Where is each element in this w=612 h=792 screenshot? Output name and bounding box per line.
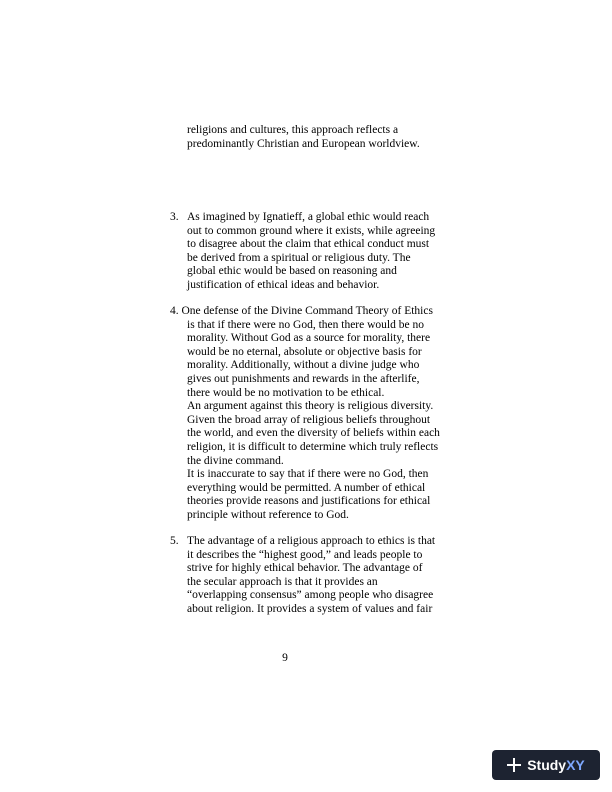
text-line: theories provide reasons and justifications for ethical bbox=[187, 495, 431, 508]
text-line: strive for highly ethical behavior. The advantage of bbox=[187, 562, 423, 575]
text-line: religion, it is difficult to determine which truly reflects bbox=[187, 440, 439, 453]
answer-item-5 bbox=[187, 535, 435, 617]
text-line: justification of ethical ideas and behavior. bbox=[187, 278, 380, 291]
text-line: it describes the “highest good,” and leads people to bbox=[187, 548, 423, 561]
text-line: An argument against this theory is religious diversity. bbox=[187, 400, 434, 413]
text-line: gives out punishments and rewards in the afterlife, bbox=[187, 372, 420, 385]
text-line: The advantage of a religious approach to ethics is that bbox=[187, 535, 436, 547]
text-line: the world, and even the diversity of beliefs within each bbox=[187, 427, 440, 440]
brand-logo-text: StudyXY bbox=[527, 757, 585, 773]
text-line: As imagined by Ignatieff, a global ethic would reach bbox=[187, 211, 430, 223]
text-line: is that if there were no God, then there would be no bbox=[187, 318, 424, 331]
answer-item-3 bbox=[187, 211, 435, 293]
continuation-paragraph bbox=[187, 124, 420, 151]
studyxy-badge[interactable] bbox=[492, 750, 600, 780]
text-line: “overlapping consensus” among people who disagree bbox=[187, 589, 434, 602]
plus-icon bbox=[507, 758, 521, 772]
text-line: be derived from a spiritual or religious duty. The bbox=[187, 251, 411, 264]
text-line: global ethic would be based on reasoning and bbox=[187, 265, 397, 278]
text-line: the secular approach is that it provides an bbox=[187, 575, 378, 588]
text-line: the divine command. bbox=[187, 454, 284, 467]
text-line: would be no eternal, absolute or objective basis for bbox=[187, 345, 422, 358]
answer-item-4 bbox=[170, 305, 440, 523]
item-number: 3. bbox=[170, 211, 179, 223]
text-line: Given the broad array of religious beliefs throughout bbox=[187, 413, 431, 426]
page-number: 9 bbox=[282, 652, 288, 664]
text-line: 4. One defense of the Divine Command Theory of Ethics bbox=[170, 305, 433, 317]
text-line: everything would be permitted. A number of ethical bbox=[187, 481, 426, 494]
text-line: morality. Without God as a source for morality, there bbox=[187, 332, 431, 345]
text-line: religions and cultures, this approach reflects a bbox=[187, 124, 399, 136]
text-line: It is inaccurate to say that if there were no God, then bbox=[187, 468, 429, 481]
text-line: there would be no motivation to be ethical. bbox=[187, 386, 385, 399]
text-line: principle without reference to God. bbox=[187, 508, 349, 521]
text-line: out to common ground where it exists, while agreeing bbox=[187, 224, 436, 237]
text-line: morality. Additionally, without a divine judge who bbox=[187, 359, 420, 372]
text-line: to disagree about the claim that ethical conduct must bbox=[187, 238, 430, 251]
text-line: predominantly Christian and European worldview. bbox=[187, 137, 420, 150]
text-line: about religion. It provides a system of values and fair bbox=[187, 602, 433, 615]
item-number: 5. bbox=[170, 535, 179, 547]
